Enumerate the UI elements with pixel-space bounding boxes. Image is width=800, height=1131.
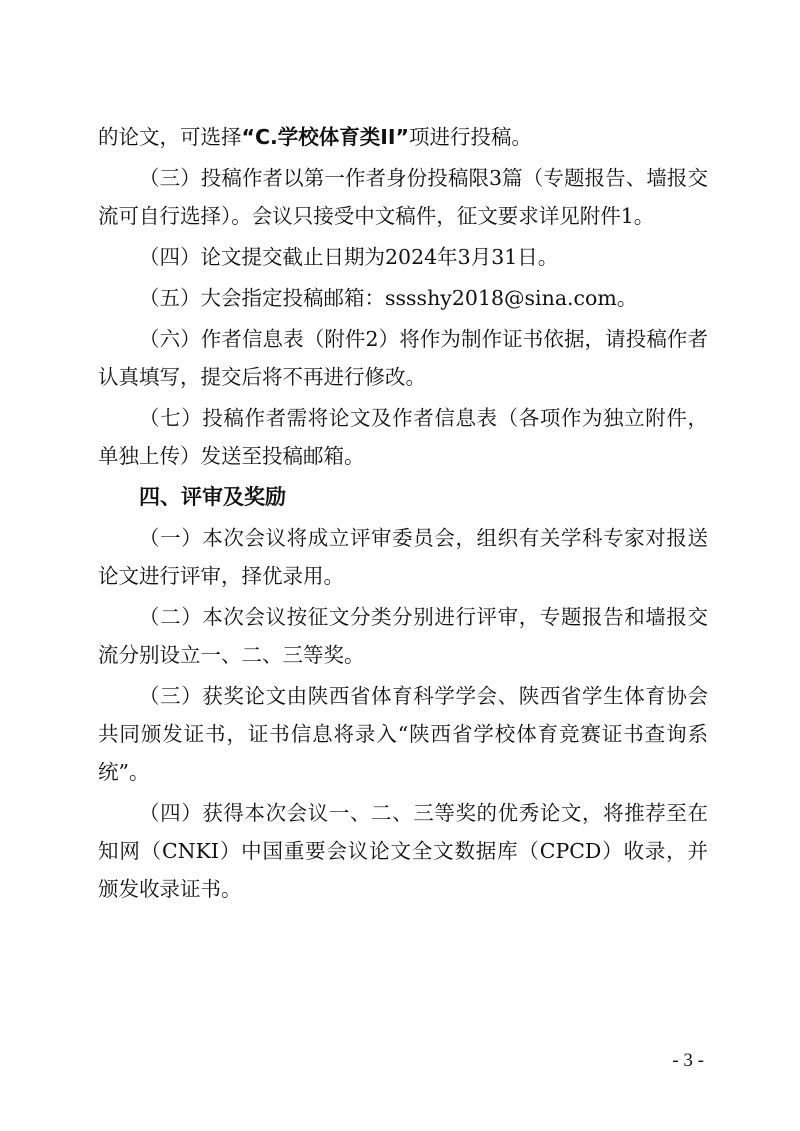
section-heading: 四、评审及奖励 <box>139 485 286 509</box>
page-number: - 3 - <box>672 1050 704 1071</box>
paragraph-email: （五）大会指定投稿邮箱：sssshy2018@sina.com。 <box>139 286 638 310</box>
paragraph-review-committee: （一）本次会议将成立评审委员会，组织有关学科专家对报送论文进行评审，择优录用。 <box>98 526 708 588</box>
document-body <box>98 118 708 911</box>
category-option-text: “C.学校体育类II” <box>241 125 410 149</box>
paragraph-certificates: （三）获奖论文由陕西省体育科学学会、陕西省学生体育协会共同颁发证书，证书信息将录入“陕西省学校体育竞赛证书查询系统”。 <box>98 684 708 784</box>
paragraph-author-info: （六）作者信息表（附件2）将作为制作证书依据，请投稿作者认真填写，提交后将不再进行修改。 <box>98 327 708 389</box>
paragraph-send-instructions: （七）投稿作者需将论文及作者信息表（各项作为独立附件，单独上传）发送至投稿邮箱。 <box>98 406 708 468</box>
paragraph-text: 的论文，可选择 <box>98 125 242 149</box>
paragraph-submission-limit: （三）投稿作者以第一作者身份投稿限3篇（专题报告、墙报交流可自行选择）。会议只接受中文稿件，征文要求详见附件1。 <box>98 166 708 228</box>
paragraph-text: 项进行投稿。 <box>409 125 533 149</box>
paragraph-review-awards: （二）本次会议按征文分类分别进行评审，专题报告和墙报交流分别设立一、二、三等奖。 <box>98 605 708 667</box>
paragraph-continuation <box>98 118 708 156</box>
paragraph-deadline: （四）论文提交截止日期为2024年3月31日。 <box>139 245 559 269</box>
paragraph-cnki-recommendation: （四）获得本次会议一、二、三等奖的优秀论文，将推荐至在知网（CNKI）中国重要会议论文全文数据库（CPCD）收录，并颁发收录证书。 <box>98 801 708 901</box>
